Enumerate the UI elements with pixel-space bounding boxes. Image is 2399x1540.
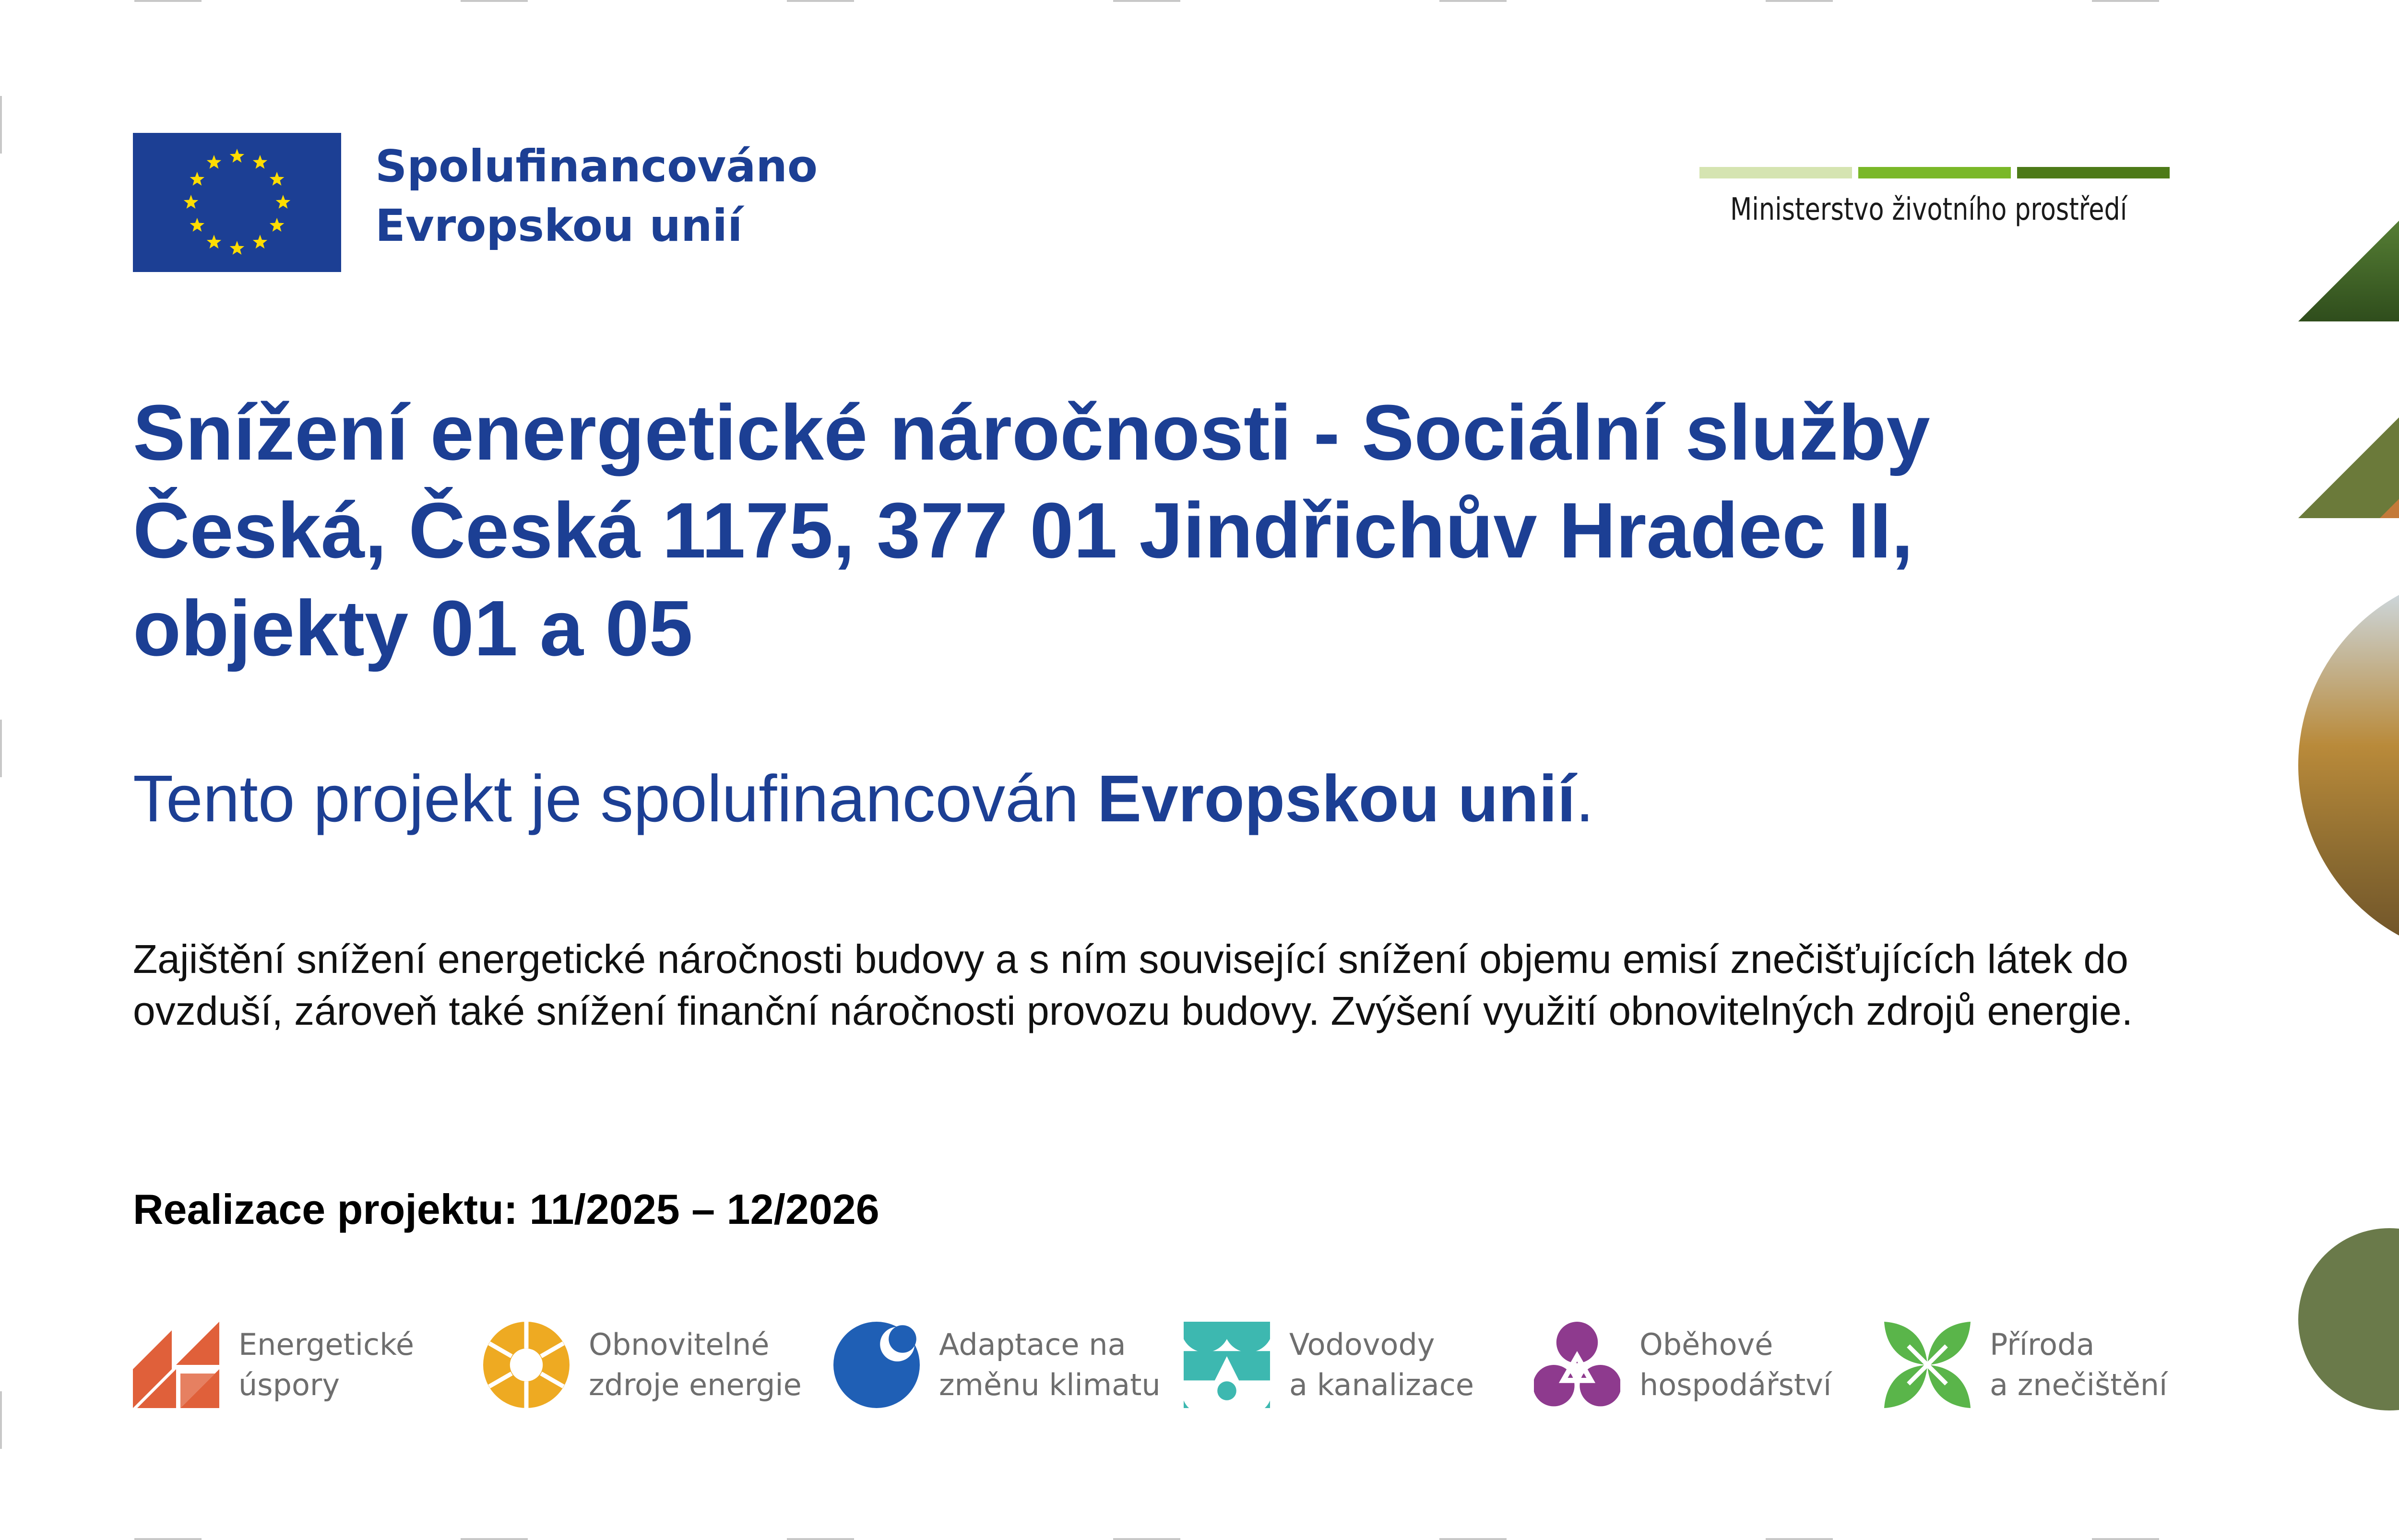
crop-mark	[1766, 0, 1833, 2]
realization-period: Realizace projektu: 11/2025 – 12/2026	[133, 1185, 879, 1233]
crop-mark	[1113, 0, 1180, 2]
renewable-energy-icon	[483, 1322, 570, 1408]
crop-mark	[2092, 0, 2159, 2]
eu-cofinanced-label	[375, 137, 818, 256]
crop-mark	[0, 96, 2, 154]
eu-star-icon	[270, 218, 285, 232]
category-label-line2: hospodářství	[1639, 1367, 1832, 1402]
category-label-line1: Obnovitelné	[589, 1327, 770, 1362]
project-title-line1: Snížení energetické náročnosti - Sociální služby	[133, 389, 1930, 476]
crop-mark	[1113, 1538, 1180, 1540]
crop-mark	[787, 1538, 854, 1540]
category-circular-economy	[1534, 1319, 1831, 1410]
category-water-sewage	[1184, 1319, 1474, 1410]
crop-mark	[1439, 1538, 1507, 1540]
cofinancing-statement	[133, 758, 1594, 840]
project-title-line3: objekty 01 a 05	[133, 584, 693, 672]
mosaic-tile-climate	[2298, 549, 2399, 960]
category-label-line1: Energetické	[238, 1327, 414, 1362]
mosaic-tile-circular	[2298, 1012, 2399, 1410]
category-label-line1: Vodovody	[1289, 1327, 1435, 1362]
energy-savings-icon	[133, 1322, 219, 1408]
circular-economy-icon	[1534, 1322, 1620, 1408]
category-renewable-energy	[483, 1319, 802, 1410]
crop-mark	[1439, 0, 1507, 2]
crop-mark	[787, 0, 854, 2]
eu-text-line1: Spolufinancováno	[375, 141, 818, 192]
ministry-bar-dark	[2017, 167, 2170, 178]
project-title-line2: Česká, Česká 1175, 377 01 Jindřichův Hradec II,	[133, 486, 1913, 574]
eu-star-icon	[184, 195, 198, 209]
category-label-line2: úspory	[238, 1367, 340, 1402]
crop-mark	[134, 0, 202, 2]
cofinancing-prefix: Tento projekt je spolufinancován	[133, 762, 1097, 836]
nature-pollution-icon	[1884, 1322, 1971, 1408]
crop-mark	[2092, 1538, 2159, 1540]
category-label-line1: Adaptace na	[939, 1327, 1126, 1362]
eu-star-icon	[270, 172, 285, 186]
description-line2: ovzduší, zároveň také snížení finanční náročnosti provozu budovy. Zvýšení využití obnovitelných zdrojů energie.	[133, 988, 2133, 1033]
ministry-bar-light	[1699, 167, 1852, 178]
nature-photo-mosaic	[2298, 130, 2399, 1415]
eu-star-icon	[253, 155, 267, 169]
eu-text-line2: Evropskou unií	[375, 200, 743, 251]
eu-star-icon	[207, 235, 221, 249]
crop-mark	[0, 720, 2, 777]
eu-star-icon	[190, 172, 205, 186]
eu-star-icon	[253, 235, 267, 249]
ministry-bar-mid	[1858, 167, 2011, 178]
crop-mark	[0, 1391, 2, 1449]
category-label-line2: a kanalizace	[1289, 1367, 1474, 1402]
category-label-line2: zdroje energie	[589, 1367, 802, 1402]
eu-star-icon	[207, 155, 221, 169]
category-nature-pollution	[1884, 1319, 2167, 1410]
water-sewage-icon	[1184, 1322, 1270, 1408]
eu-star-icon	[190, 218, 205, 232]
ministry-logo-bars	[1699, 167, 2170, 178]
project-title	[133, 384, 2196, 677]
eu-star-icon	[276, 195, 290, 209]
mosaic-tile-energy	[2298, 130, 2399, 518]
category-label-line1: Oběhové	[1639, 1327, 1773, 1362]
eu-stars	[133, 133, 341, 272]
category-label-line2: změnu klimatu	[939, 1367, 1161, 1402]
eu-flag-icon	[133, 133, 341, 272]
crop-mark	[1766, 1538, 1833, 1540]
category-label-line2: a znečištění	[1990, 1367, 2168, 1402]
crop-mark	[134, 1538, 202, 1540]
cofinancing-suffix: .	[1575, 762, 1594, 836]
category-climate-adaptation	[833, 1319, 1161, 1410]
category-energy-savings	[133, 1319, 414, 1410]
description-line1: Zajištění snížení energetické náročnosti budovy a s ním související snížení objemu emisí znečišťujících látek do	[133, 936, 2128, 982]
climate-adaptation-icon	[833, 1322, 920, 1408]
project-description	[133, 933, 2340, 1037]
ministry-name: Ministerstvo životního prostředí	[1730, 192, 2127, 227]
category-label-line1: Příroda	[1990, 1327, 2095, 1362]
eu-star-icon	[230, 241, 244, 255]
crop-mark	[461, 1538, 528, 1540]
crop-mark	[461, 0, 528, 2]
cofinancing-eu: Evropskou unií	[1097, 762, 1576, 836]
eu-star-icon	[230, 149, 244, 163]
